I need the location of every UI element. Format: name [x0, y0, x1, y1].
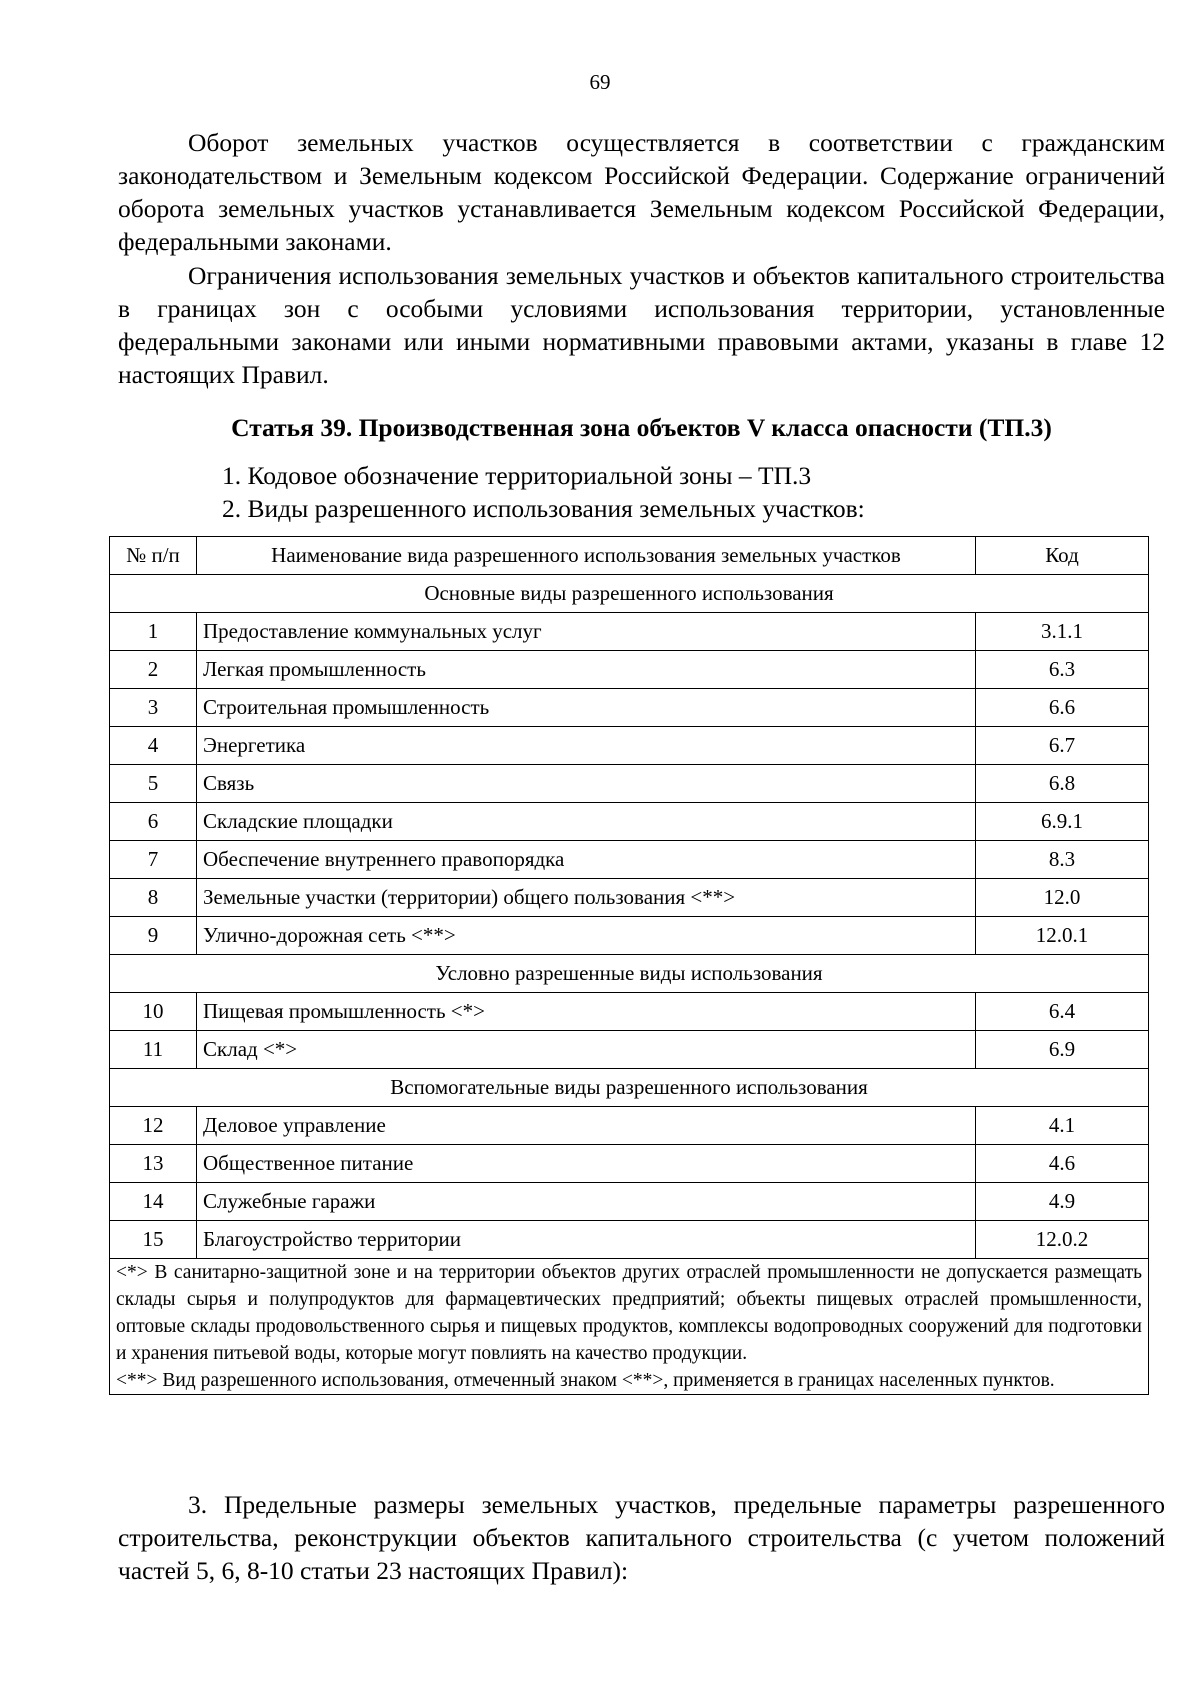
table-row	[110, 765, 1149, 803]
section-title: Основные виды разрешенного использования	[110, 575, 1149, 613]
row-number: 11	[110, 1031, 197, 1069]
row-code: 12.0.1	[976, 917, 1149, 955]
list-item-zone-code: 1. Кодовое обозначение территориальной зоны – ТП.3	[222, 461, 812, 490]
row-number: 4	[110, 727, 197, 765]
table-row	[110, 689, 1149, 727]
row-name: Строительная промышленность	[197, 689, 976, 727]
section-title: Условно разрешенные виды использования	[110, 955, 1149, 993]
row-name: Служебные гаражи	[197, 1183, 976, 1221]
row-name: Предоставление коммунальных услуг	[197, 613, 976, 651]
table-section-row	[110, 575, 1149, 613]
row-code: 6.8	[976, 765, 1149, 803]
table-row	[110, 651, 1149, 689]
row-code: 6.3	[976, 651, 1149, 689]
table-row	[110, 1107, 1149, 1145]
row-code: 6.6	[976, 689, 1149, 727]
row-code: 4.9	[976, 1183, 1149, 1221]
row-name: Энергетика	[197, 727, 976, 765]
table-header-row	[110, 537, 1149, 575]
row-code: 12.0	[976, 879, 1149, 917]
paragraph-text: Оборот земельных участков осуществляется в соответствии с гражданским законодательством и Земельным кодексом Российской Федерации. Содержание ограничений оборота земельных участков устанавливается Земельным кодексом Российской Федерации, федеральными законами.	[118, 128, 1165, 256]
row-code: 3.1.1	[976, 613, 1149, 651]
paragraph-turnover	[118, 126, 1165, 258]
row-code: 4.6	[976, 1145, 1149, 1183]
row-number: 15	[110, 1221, 197, 1259]
header-num: № п/п	[110, 537, 197, 575]
table-row	[110, 841, 1149, 879]
row-number: 6	[110, 803, 197, 841]
row-code: 8.3	[976, 841, 1149, 879]
row-name: Улично-дорожная сеть <**>	[197, 917, 976, 955]
row-name: Склад <*>	[197, 1031, 976, 1069]
paragraph-text: 3. Предельные размеры земельных участков, предельные параметры разрешенного строительства, реконструкции объектов капитального строительства (с учетом положений частей 5, 6, 8-10 статьи 23 настоящих Правил):	[118, 1490, 1165, 1585]
row-number: 14	[110, 1183, 197, 1221]
table-notes	[110, 1259, 1149, 1395]
page-number: 69	[589, 70, 611, 94]
row-number: 10	[110, 993, 197, 1031]
table-row	[110, 1031, 1149, 1069]
header-name: Наименование вида разрешенного использования земельных участков	[197, 537, 976, 575]
row-name: Складские площадки	[197, 803, 976, 841]
row-code: 6.7	[976, 727, 1149, 765]
section-title: Вспомогательные виды разрешенного использования	[110, 1069, 1149, 1107]
table-row	[110, 727, 1149, 765]
table-row	[110, 613, 1149, 651]
row-code: 6.9.1	[976, 803, 1149, 841]
paragraph-text: Ограничения использования земельных участков и объектов капитального строительства в границах зон с особыми условиями использования территории, установленные федеральными законами или иными нормативными правовыми актами, указаны в главе 12 настоящих Правил.	[118, 261, 1165, 389]
table-row	[110, 917, 1149, 955]
row-name: Пищевая промышленность <*>	[197, 993, 976, 1031]
table-row	[110, 803, 1149, 841]
paragraph-limits	[118, 1488, 1165, 1587]
row-number: 7	[110, 841, 197, 879]
row-number: 2	[110, 651, 197, 689]
footnote: <*> В санитарно-защитной зоне и на территории объектов других отраслей промышленности не допускается размещать склады сырья и полупродуктов для фармацевтических предприятий; объекты пищевых отраслей промышленности, оптовые склады продовольственного сырья и пищевых продуктов, комплексы водопроводных сооружений для подготовки и хранения питьевой воды, которые могут повлиять на качество продукции.	[116, 1262, 1142, 1364]
row-name: Легкая промышленность	[197, 651, 976, 689]
list-item-usage-types: 2. Виды разрешенного использования земельных участков:	[222, 494, 865, 523]
footnote: <**> Вид разрешенного использования, отмеченный знаком <**>, применяется в границах населенных пунктов.	[116, 1370, 1055, 1391]
header-code: Код	[976, 537, 1149, 575]
article-title: Статья 39. Производственная зона объектов V класса опасности (ТП.3)	[231, 413, 1052, 442]
row-number: 1	[110, 613, 197, 651]
paragraph-restrictions	[118, 259, 1165, 391]
row-code: 4.1	[976, 1107, 1149, 1145]
table-notes-row	[110, 1259, 1149, 1395]
row-name: Земельные участки (территории) общего пользования <**>	[197, 879, 976, 917]
row-number: 9	[110, 917, 197, 955]
row-number: 12	[110, 1107, 197, 1145]
row-name: Благоустройство территории	[197, 1221, 976, 1259]
row-number: 13	[110, 1145, 197, 1183]
table-row	[110, 1183, 1149, 1221]
row-code: 6.4	[976, 993, 1149, 1031]
table-row	[110, 1145, 1149, 1183]
row-name: Деловое управление	[197, 1107, 976, 1145]
row-code: 6.9	[976, 1031, 1149, 1069]
row-number: 3	[110, 689, 197, 727]
table-section-row	[110, 1069, 1149, 1107]
table-row	[110, 993, 1149, 1031]
usage-types-table	[109, 536, 1149, 1395]
row-name: Общественное питание	[197, 1145, 976, 1183]
row-number: 5	[110, 765, 197, 803]
row-code: 12.0.2	[976, 1221, 1149, 1259]
table-section-row	[110, 955, 1149, 993]
row-name: Обеспечение внутреннего правопорядка	[197, 841, 976, 879]
row-name: Связь	[197, 765, 976, 803]
table-row	[110, 879, 1149, 917]
row-number: 8	[110, 879, 197, 917]
table-row	[110, 1221, 1149, 1259]
